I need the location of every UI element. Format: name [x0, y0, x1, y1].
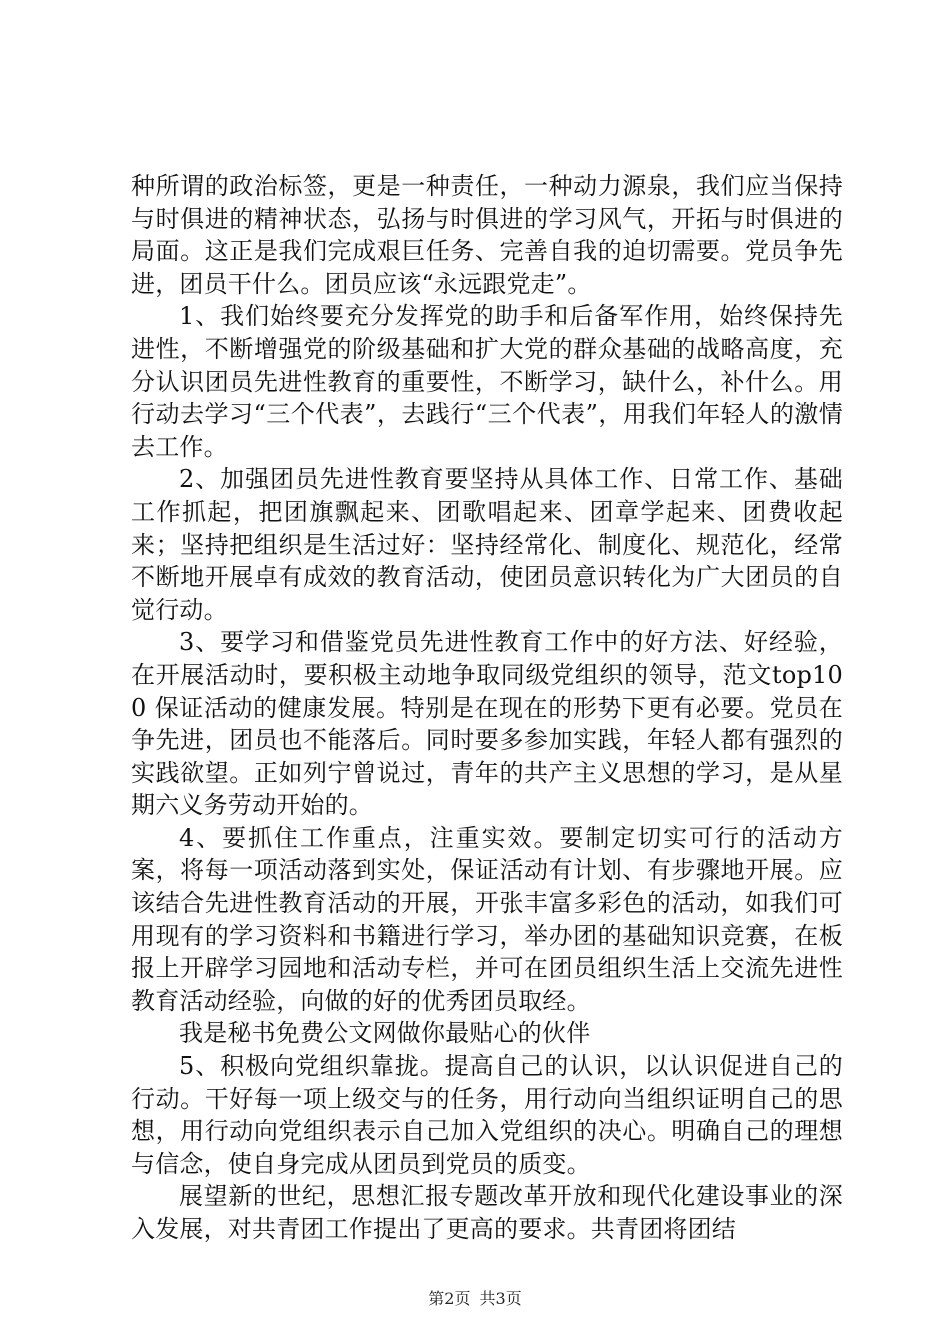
paragraph-outlook: 展望新的世纪，思想汇报专题改革开放和现代化建设事业的深入发展，对共青团工作提出了更高的要求。共青团将团结 — [131, 1182, 843, 1243]
paragraph-point-1: 1、我们始终要充分发挥党的助手和后备军作用，始终保持先进性，不断增强党的阶级基础和扩大党的群众基础的战略高度，充分认识团员先进性教育的重要性，不断学习，缺什么，补什么。用行动去学习“三个代表”，去践行“三个代表”，用我们年轻人的激情去工作。 — [131, 302, 843, 461]
paragraph-continued: 种所谓的政治标签，更是一种责任，一种动力源泉，我们应当保持与时俱进的精神状态，弘扬与时俱进的学习风气，开拓与时俱进的局面。这正是我们完成艰巨任务、完善自我的迫切需要。党员争先进，团员干什么。团员应该“永远跟党走”。 — [131, 172, 843, 298]
paragraph-inserted-line: 我是秘书免费公文网做你最贴心的伙伴 — [179, 1019, 591, 1048]
page-footer — [0, 1289, 950, 1309]
paragraph-point-2: 2、加强团员先进性教育要坚持从具体工作、日常工作、基础工作抓起，把团旗飘起来、团歌唱起来、团章学起来、团费收起来；坚持把组织是生活过好：坚持经常化、制度化、规范化，经常不断地开展卓有成效的教育活动，使团员意识转化为广大团员的自觉行动。 — [131, 465, 843, 624]
page-total: 共3页 — [479, 1289, 522, 1308]
paragraph-point-5: 5、积极向党组织靠拢。提高自己的认识，以认识促进自己的行动。干好每一项上级交与的任务，用行动向当组织证明自己的思想，用行动向党组织表示自己加入党组织的决心。明确自己的理想与信念，使自身完成从团员到党员的质变。 — [131, 1052, 843, 1178]
paragraph-point-3: 3、要学习和借鉴党员先进性教育工作中的好方法、好经验，在开展活动时，要积极主动地争取同级党组织的领导，范文top100 保证活动的健康发展。特别是在现在的形势下更有必要。党员在争先进，团员也不能落后。同时要多参加实践，年轻人都有强烈的实践欲望。正如列宁曾说过，青年的共产主义思想的学习，是从星期六义务劳动开始的。 — [131, 628, 843, 820]
page-number: 第2页 — [428, 1289, 471, 1308]
document-body — [131, 170, 843, 1246]
paragraph-point-4: 4、要抓住工作重点，注重实效。要制定切实可行的活动方案，将每一项活动落到实处，保证活动有计划、有步骤地开展。应该结合先进性教育活动的开展，开张丰富多彩色的活动，如我们可用现有的学习资料和书籍进行学习，举办团的基础知识竞赛，在板报上开辟学习园地和活动专栏，并可在团员组织生活上交流先进性教育活动经验，向做的好的优秀团员取经。 — [131, 823, 843, 1015]
